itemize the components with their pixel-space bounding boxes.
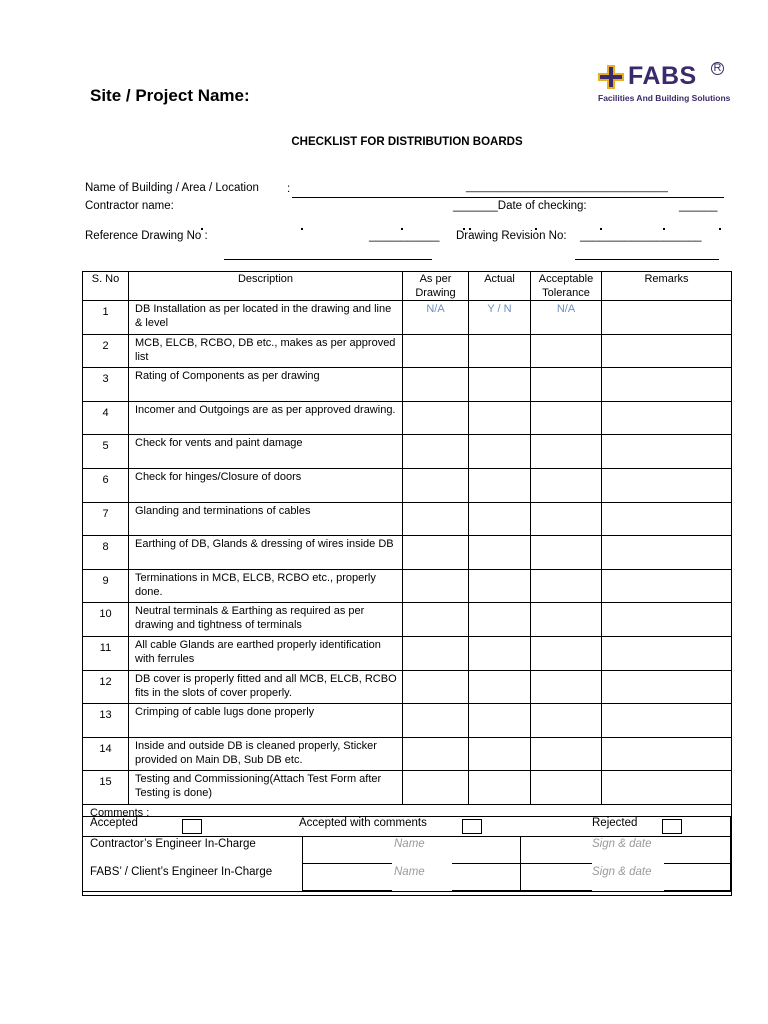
table-row <box>83 301 732 335</box>
table-row <box>83 771 732 805</box>
rejected-label: Rejected <box>592 817 638 829</box>
logo-tagline: Facilities And Building Solutions <box>598 93 731 103</box>
row-description: Crimping of cable lugs done properly <box>129 704 403 738</box>
row-sno: 4 <box>83 401 129 435</box>
row-description: Incomer and Outgoings are as per approved drawing. <box>129 401 403 435</box>
row-description: Glanding and terminations of cables <box>129 502 403 536</box>
header-actual: Actual <box>469 272 531 301</box>
row-as-per-drawing[interactable] <box>403 704 469 738</box>
row-as-per-drawing[interactable] <box>403 502 469 536</box>
row-sno: 13 <box>83 704 129 738</box>
date-field[interactable]: ______ <box>679 200 718 212</box>
row-sno: 5 <box>83 435 129 469</box>
row-sno: 3 <box>83 368 129 402</box>
document-title: CHECKLIST FOR DISTRIBUTION BOARDS <box>291 136 523 148</box>
client-engineer-label: FABS’ / Client’s Engineer In-Charge <box>90 866 273 878</box>
row-sno: 10 <box>83 603 129 637</box>
row-remarks[interactable] <box>602 771 732 805</box>
row-description: DB Installation as per located in the drawing and line & level <box>129 301 403 335</box>
row-description: Earthing of DB, Glands & dressing of wires inside DB <box>129 536 403 570</box>
row-as-per-drawing[interactable] <box>403 771 469 805</box>
row-description: Neutral terminals & Earthing as required as per drawing and tightness of terminals <box>129 603 403 637</box>
row-as-per-drawing[interactable] <box>403 569 469 603</box>
row-actual[interactable] <box>469 334 531 368</box>
row-as-per-drawing[interactable]: N/A <box>403 301 469 335</box>
registered-mark: R <box>711 62 724 75</box>
row-sno: 1 <box>83 301 129 335</box>
row-tolerance[interactable] <box>531 468 602 502</box>
row-sno: 6 <box>83 468 129 502</box>
table-row <box>83 435 732 469</box>
row-remarks[interactable] <box>602 368 732 402</box>
table-row <box>83 603 732 637</box>
row-tolerance[interactable] <box>531 502 602 536</box>
comments-label: Comments : <box>90 806 150 819</box>
table-row <box>83 334 732 368</box>
row-actual[interactable] <box>469 569 531 603</box>
table-row <box>83 502 732 536</box>
row-actual[interactable] <box>469 435 531 469</box>
row-remarks[interactable] <box>602 704 732 738</box>
site-project-label: Site / Project Name: <box>90 86 250 105</box>
row-actual[interactable] <box>469 468 531 502</box>
row-tolerance[interactable] <box>531 536 602 570</box>
rejected-checkbox[interactable] <box>662 819 682 834</box>
row-remarks[interactable] <box>602 636 732 670</box>
row-remarks[interactable] <box>602 334 732 368</box>
row-tolerance[interactable] <box>531 771 602 805</box>
row-actual[interactable] <box>469 704 531 738</box>
row-remarks[interactable] <box>602 670 732 704</box>
table-row <box>83 704 732 738</box>
row-remarks[interactable] <box>602 569 732 603</box>
revision-field[interactable]: ___________________ <box>580 230 702 242</box>
header-sno: S. No <box>83 272 129 301</box>
row-tolerance[interactable] <box>531 435 602 469</box>
row-actual[interactable] <box>469 737 531 771</box>
client-sign-field[interactable]: Sign & date <box>592 866 652 878</box>
contractor-label: Contractor name: <box>85 200 174 212</box>
logo-word: FABS <box>628 62 697 90</box>
accepted-checkbox[interactable] <box>182 819 202 834</box>
row-tolerance[interactable] <box>531 670 602 704</box>
row-remarks[interactable] <box>602 737 732 771</box>
row-as-per-drawing[interactable] <box>403 468 469 502</box>
row-as-per-drawing[interactable] <box>403 435 469 469</box>
row-sno: 12 <box>83 670 129 704</box>
building-field-blank: _________________________________ <box>466 181 668 193</box>
row-actual[interactable] <box>469 401 531 435</box>
row-description: DB cover is properly fitted and all MCB, ELCB, RCBO fits in the slots of cover properly. <box>129 670 403 704</box>
table-row <box>83 737 732 771</box>
row-tolerance[interactable] <box>531 334 602 368</box>
accepted-with-comments-label: Accepted with comments <box>299 817 427 829</box>
table-row <box>83 636 732 670</box>
revision-label: Drawing Revision No: <box>456 230 567 242</box>
row-as-per-drawing[interactable] <box>403 401 469 435</box>
row-sno: 2 <box>83 334 129 368</box>
row-sno: 15 <box>83 771 129 805</box>
row-remarks[interactable] <box>602 435 732 469</box>
row-actual[interactable] <box>469 603 531 637</box>
row-remarks[interactable] <box>602 603 732 637</box>
table-row <box>83 368 732 402</box>
row-remarks[interactable] <box>602 301 732 335</box>
fabs-logo <box>598 62 731 108</box>
row-remarks[interactable] <box>602 401 732 435</box>
row-remarks[interactable] <box>602 536 732 570</box>
row-actual[interactable] <box>469 636 531 670</box>
row-sno: 14 <box>83 737 129 771</box>
row-tolerance[interactable] <box>531 636 602 670</box>
drawing-field[interactable]: ___________ <box>369 230 440 242</box>
row-as-per-drawing[interactable] <box>403 636 469 670</box>
row-description: Check for hinges/Closure of doors <box>129 468 403 502</box>
header-description: Description <box>129 272 403 301</box>
row-sno: 8 <box>83 536 129 570</box>
row-tolerance[interactable] <box>531 704 602 738</box>
table-header-row <box>83 272 732 301</box>
row-tolerance[interactable] <box>531 368 602 402</box>
checklist-table <box>82 271 732 896</box>
building-field-line[interactable] <box>292 197 724 198</box>
row-description: Check for vents and paint damage <box>129 435 403 469</box>
contractor-engineer-label: Contractor’s Engineer In-Charge <box>90 838 256 850</box>
table-row <box>83 401 732 435</box>
row-description: Inside and outside DB is cleaned properly, Sticker provided on Main DB, Sub DB etc. <box>129 737 403 771</box>
row-sno: 9 <box>83 569 129 603</box>
header-as-per-drawing: As per Drawing <box>403 272 469 301</box>
row-as-per-drawing[interactable] <box>403 670 469 704</box>
row-as-per-drawing[interactable] <box>403 737 469 771</box>
table-row <box>83 536 732 570</box>
drawing-label: Reference Drawing No : <box>85 230 208 242</box>
building-colon: : <box>287 183 291 195</box>
row-tolerance[interactable] <box>531 603 602 637</box>
contractor-sign-field[interactable]: Sign & date <box>592 838 652 850</box>
row-tolerance[interactable] <box>531 569 602 603</box>
row-remarks[interactable] <box>602 502 732 536</box>
row-sno: 7 <box>83 502 129 536</box>
row-sno: 11 <box>83 636 129 670</box>
row-actual[interactable] <box>469 536 531 570</box>
row-description: Testing and Commissioning(Attach Test Form after Testing is done) <box>129 771 403 805</box>
date-label: _______Date of checking: <box>453 200 587 212</box>
header-tolerance: Acceptable Tolerance <box>531 272 602 301</box>
signoff-block <box>82 816 731 892</box>
row-actual[interactable]: Y / N <box>469 301 531 335</box>
row-actual[interactable] <box>469 368 531 402</box>
building-label: Name of Building / Area / Location <box>85 182 259 194</box>
contractor-name-field[interactable]: Name <box>394 838 425 850</box>
row-as-per-drawing[interactable] <box>403 368 469 402</box>
client-name-field[interactable]: Name <box>394 866 425 878</box>
row-tolerance[interactable] <box>531 401 602 435</box>
row-as-per-drawing[interactable] <box>403 536 469 570</box>
row-description: Rating of Components as per drawing <box>129 368 403 402</box>
row-actual[interactable] <box>469 670 531 704</box>
accepted-label: Accepted <box>90 817 138 829</box>
row-description: MCB, ELCB, RCBO, DB etc., makes as per approved list <box>129 334 403 368</box>
row-description: All cable Glands are earthed properly identification with ferrules <box>129 636 403 670</box>
row-as-per-drawing[interactable] <box>403 334 469 368</box>
table-row <box>83 569 732 603</box>
header-remarks: Remarks <box>602 272 732 301</box>
row-tolerance[interactable] <box>531 737 602 771</box>
row-description: Terminations in MCB, ELCB, RCBO etc., properly done. <box>129 569 403 603</box>
revision-underline <box>575 259 719 260</box>
fabs-cross-icon <box>598 65 624 89</box>
row-as-per-drawing[interactable] <box>403 603 469 637</box>
table-row <box>83 468 732 502</box>
table-row <box>83 670 732 704</box>
accepted-with-comments-checkbox[interactable] <box>462 819 482 834</box>
row-actual[interactable] <box>469 502 531 536</box>
drawing-underline <box>224 259 432 260</box>
row-remarks[interactable] <box>602 468 732 502</box>
row-tolerance[interactable]: N/A <box>531 301 602 335</box>
row-actual[interactable] <box>469 771 531 805</box>
